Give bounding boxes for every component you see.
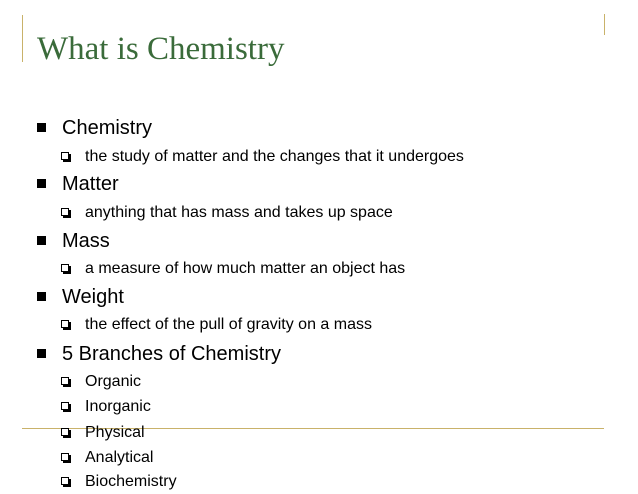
sub-bullet-text: Organic [85,373,142,390]
square-bullet-icon [37,292,46,301]
hollow-square-bullet-icon [61,402,69,410]
bullet-label: Mass [62,230,110,252]
hollow-square-bullet-icon [61,264,69,272]
hollow-square-bullet-icon [61,208,69,216]
square-bullet-icon [37,179,46,188]
square-bullet-icon [37,236,46,245]
hollow-square-bullet-icon [61,477,69,485]
bullet-label: Matter [62,173,119,195]
hollow-square-bullet-icon [61,428,69,436]
square-bullet-icon [37,123,46,132]
slide-title: What is Chemistry [37,31,285,67]
bullet-label: Chemistry [62,117,153,139]
hollow-square-bullet-icon [61,320,69,328]
sub-bullet-text: anything that has mass and takes up space [85,204,393,221]
sub-bullet-text: Analytical [85,449,154,466]
hollow-square-bullet-icon [61,453,69,461]
frame-left-line [22,15,23,62]
sub-bullet-text: Inorganic [85,398,151,415]
sub-bullet-text: Biochemistry [85,473,177,490]
frame-right-line [604,14,605,35]
square-bullet-icon [37,349,46,358]
sub-bullet-text: the effect of the pull of gravity on a mass [85,316,372,333]
hollow-square-bullet-icon [61,377,69,385]
hollow-square-bullet-icon [61,152,69,160]
sub-bullet-text: a measure of how much matter an object has [85,260,406,277]
sub-bullet-text: Physical [85,424,145,441]
bullet-label: Weight [62,286,124,308]
bullet-label: 5 Branches of Chemistry [62,343,281,365]
sub-bullet-text: the study of matter and the changes that it undergoes [85,148,464,165]
